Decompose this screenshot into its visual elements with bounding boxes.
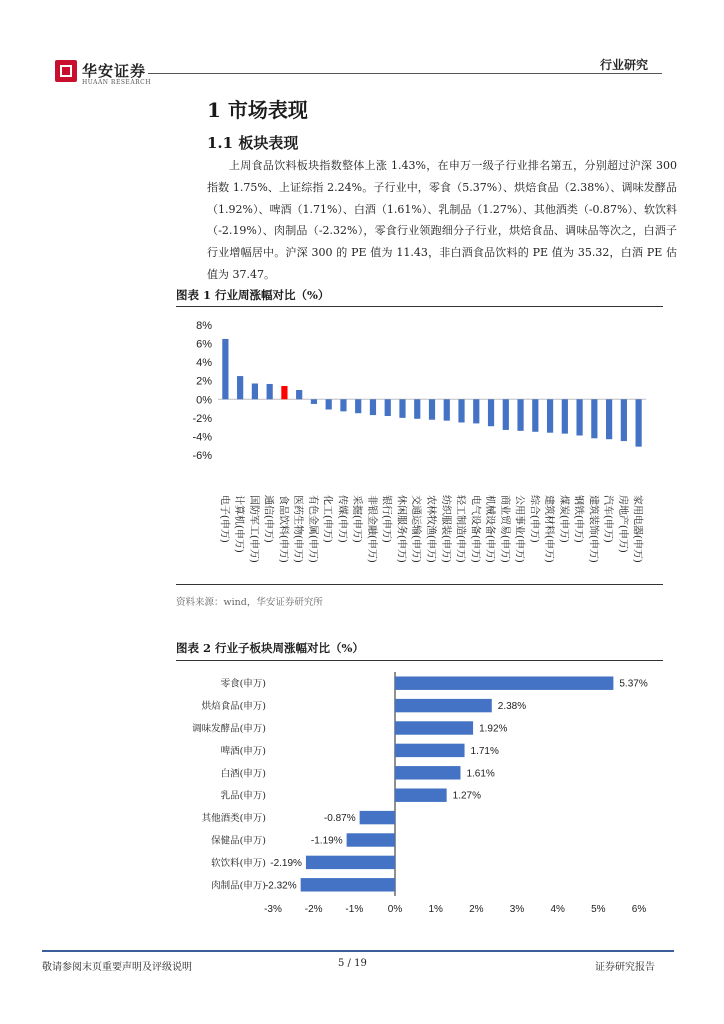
x-tick-label: 电气设备(申万): [469, 495, 481, 563]
category-label: 保健品(申万): [211, 835, 266, 847]
data-label: 1.71%: [470, 745, 499, 757]
data-label: 1.92%: [479, 723, 508, 735]
bar: [429, 399, 435, 419]
x-tick-label: 3%: [509, 904, 525, 915]
bar: [473, 399, 479, 423]
data-label: 1.27%: [452, 790, 482, 802]
x-tick-label: 银行(申万): [380, 495, 392, 543]
x-tick-label: 1%: [428, 904, 443, 915]
bar: [636, 399, 642, 446]
category-label: 啤酒(申万): [220, 745, 266, 757]
bar: [267, 384, 273, 399]
y-tick-label: -4%: [192, 431, 212, 444]
bar: [237, 376, 243, 399]
bar: [547, 399, 553, 432]
x-tick-label: 5%: [591, 904, 606, 915]
x-tick-label: 采掘(申万): [351, 495, 363, 543]
figure2-title: 图表 2 行业子板块周涨幅对比（%）: [176, 641, 364, 655]
subsection-title: 1.1 板块表现: [207, 134, 299, 152]
market-summary-paragraph: 上周食品饮料板块指数整体上涨 1.43%，在申万一级子行业排名第五，分别超过沪深 300 指数 1.75%、上证综指 2.24%。子行业中，零食（5.37%）、烘焙食品（2.38%）、调味发酵品（1.92%）、啤酒（1.71%）、白酒（1.61%）、乳制品（1.27%）、其他酒类（-0.87%）、软饮料（-2.19%）、肉制品（-2.32%），零食行业领跑细分子行业，烘焙食品、调味品等次之，白酒子行业增幅居中。沪深 300 的 PE 值为 11.43，非白酒食品饮料的 PE 值为 35.32，白酒 PE 估值为 37.47。: [207, 159, 677, 281]
data-label: -1.19%: [310, 835, 343, 847]
footer-disclaimer: 敬请参阅末页重要声明及评级说明: [42, 962, 192, 973]
bar: [621, 399, 627, 441]
bar: [399, 399, 405, 418]
x-tick-label: 国防军工(申万): [247, 495, 259, 563]
x-tick-label: 汽车(申万): [602, 495, 614, 543]
brand-name-en: HUAAN RESEARCH: [82, 79, 151, 86]
data-label: 2.38%: [497, 701, 527, 713]
bar: [606, 399, 612, 439]
data-label: 1.61%: [466, 768, 495, 780]
x-tick-label: 有色金属(申万): [306, 495, 318, 563]
x-tick-label: 化工(申万): [321, 495, 333, 543]
x-tick-label: 综合(申万): [528, 495, 540, 543]
y-tick-label: 2%: [196, 375, 212, 388]
y-tick-label: 0%: [196, 394, 212, 407]
bar: [311, 399, 317, 404]
figure1-bottom-divider: [176, 584, 663, 585]
data-label: -0.87%: [323, 813, 356, 825]
x-tick-label: 商业贸易(申万): [498, 495, 510, 563]
bar: [252, 384, 258, 400]
data-label: -2.32%: [264, 880, 297, 892]
category-label: 调味发酵品(申万): [192, 723, 266, 735]
bar: [370, 399, 376, 415]
brand-logo-icon: [55, 60, 77, 82]
category-label: 烘焙食品(申万): [201, 701, 266, 713]
industry-weekly-change-chart: [176, 310, 666, 580]
x-tick-label: 0%: [387, 904, 403, 915]
bar: [222, 339, 228, 399]
bar: [360, 811, 395, 824]
category-label: 肉制品(申万): [211, 880, 266, 892]
y-tick-label: 8%: [196, 320, 212, 332]
section-title: 1 市场表现: [207, 98, 308, 122]
bar: [414, 399, 420, 419]
x-tick-label: 交通运输(申万): [410, 495, 422, 563]
category-label: 其他酒类(申万): [201, 813, 266, 825]
x-tick-label: 机械设备(申万): [484, 495, 496, 563]
bar: [576, 399, 582, 435]
x-tick-label: 通信(申万): [262, 495, 274, 543]
x-tick-label: 4%: [550, 904, 565, 915]
bar: [395, 676, 613, 689]
bar: [395, 788, 447, 801]
category-label: 软饮料(申万): [211, 857, 266, 869]
figure1-source: 资料来源：wind，华安证券研究所: [176, 597, 323, 608]
header-divider: [148, 73, 662, 74]
figure1-title: 图表 1 行业周涨幅对比（%）: [176, 288, 330, 302]
x-tick-label: 钢铁(申万): [572, 495, 584, 543]
category-label: 乳品(申万): [220, 790, 266, 802]
bar: [395, 721, 473, 734]
bar: [301, 878, 395, 891]
bar: [395, 766, 460, 779]
x-tick-label: 2%: [469, 904, 484, 915]
brand-name: 华安证券: [82, 62, 147, 80]
x-tick-label: 计算机(申万): [233, 495, 245, 553]
bar: [591, 399, 597, 438]
data-label: -2.19%: [270, 857, 302, 869]
report-type: 证券研究报告: [595, 962, 655, 973]
x-tick-label: 医药生物(申万): [292, 495, 304, 563]
x-tick-label: 建筑材料(申万): [543, 495, 555, 563]
y-tick-label: 6%: [196, 338, 212, 351]
y-tick-label: -6%: [192, 450, 212, 462]
bar: [355, 399, 361, 413]
bar: [347, 833, 395, 846]
x-tick-label: 房地产(申万): [616, 495, 628, 553]
bar: [340, 399, 346, 411]
bar: [503, 399, 509, 430]
figure2-divider: [176, 660, 663, 661]
bar: [532, 399, 538, 432]
bar: [488, 399, 494, 426]
bar: [395, 699, 492, 712]
bar: [306, 856, 395, 869]
x-tick-label: 食品饮料(申万): [277, 495, 289, 563]
bar: [444, 399, 450, 420]
x-tick-label: -1%: [345, 904, 364, 915]
subsector-weekly-change-chart: [176, 664, 666, 922]
bar: [385, 399, 391, 416]
bar: [562, 399, 568, 433]
y-tick-label: 4%: [196, 357, 212, 370]
bar: [458, 399, 464, 422]
report-category: 行业研究: [600, 58, 649, 72]
x-tick-label: 农林牧渔(申万): [425, 495, 436, 563]
bar: [281, 386, 287, 399]
y-tick-label: -2%: [192, 412, 212, 425]
x-tick-label: -2%: [304, 904, 323, 915]
x-tick-label: 非银金融(申万): [365, 495, 377, 563]
x-tick-label: 休闲服务(申万): [395, 495, 407, 563]
x-tick-label: 公用事业(申万): [513, 495, 525, 563]
footer-divider: [42, 950, 674, 952]
x-tick-label: 轻工制造(申万): [454, 495, 466, 563]
x-tick-label: -3%: [264, 904, 282, 915]
category-label: 零食(申万): [220, 678, 266, 690]
x-tick-label: 传媒(申万): [336, 495, 348, 543]
bar: [517, 399, 523, 431]
x-tick-label: 建筑装饰(申万): [587, 495, 599, 563]
page-number: 5 / 19: [338, 958, 367, 969]
data-label: 5.37%: [619, 678, 648, 690]
x-tick-label: 6%: [631, 904, 647, 915]
figure1-divider: [176, 306, 663, 307]
category-label: 白酒(申万): [220, 768, 266, 780]
bar: [395, 744, 465, 757]
x-tick-label: 家用电器(申万): [631, 495, 643, 563]
bar: [296, 390, 302, 399]
bar: [326, 399, 332, 409]
x-tick-label: 电子(申万): [218, 495, 230, 543]
x-tick-label: 煤炭(申万): [557, 495, 569, 543]
x-tick-label: 纺织服装(申万): [439, 495, 451, 563]
